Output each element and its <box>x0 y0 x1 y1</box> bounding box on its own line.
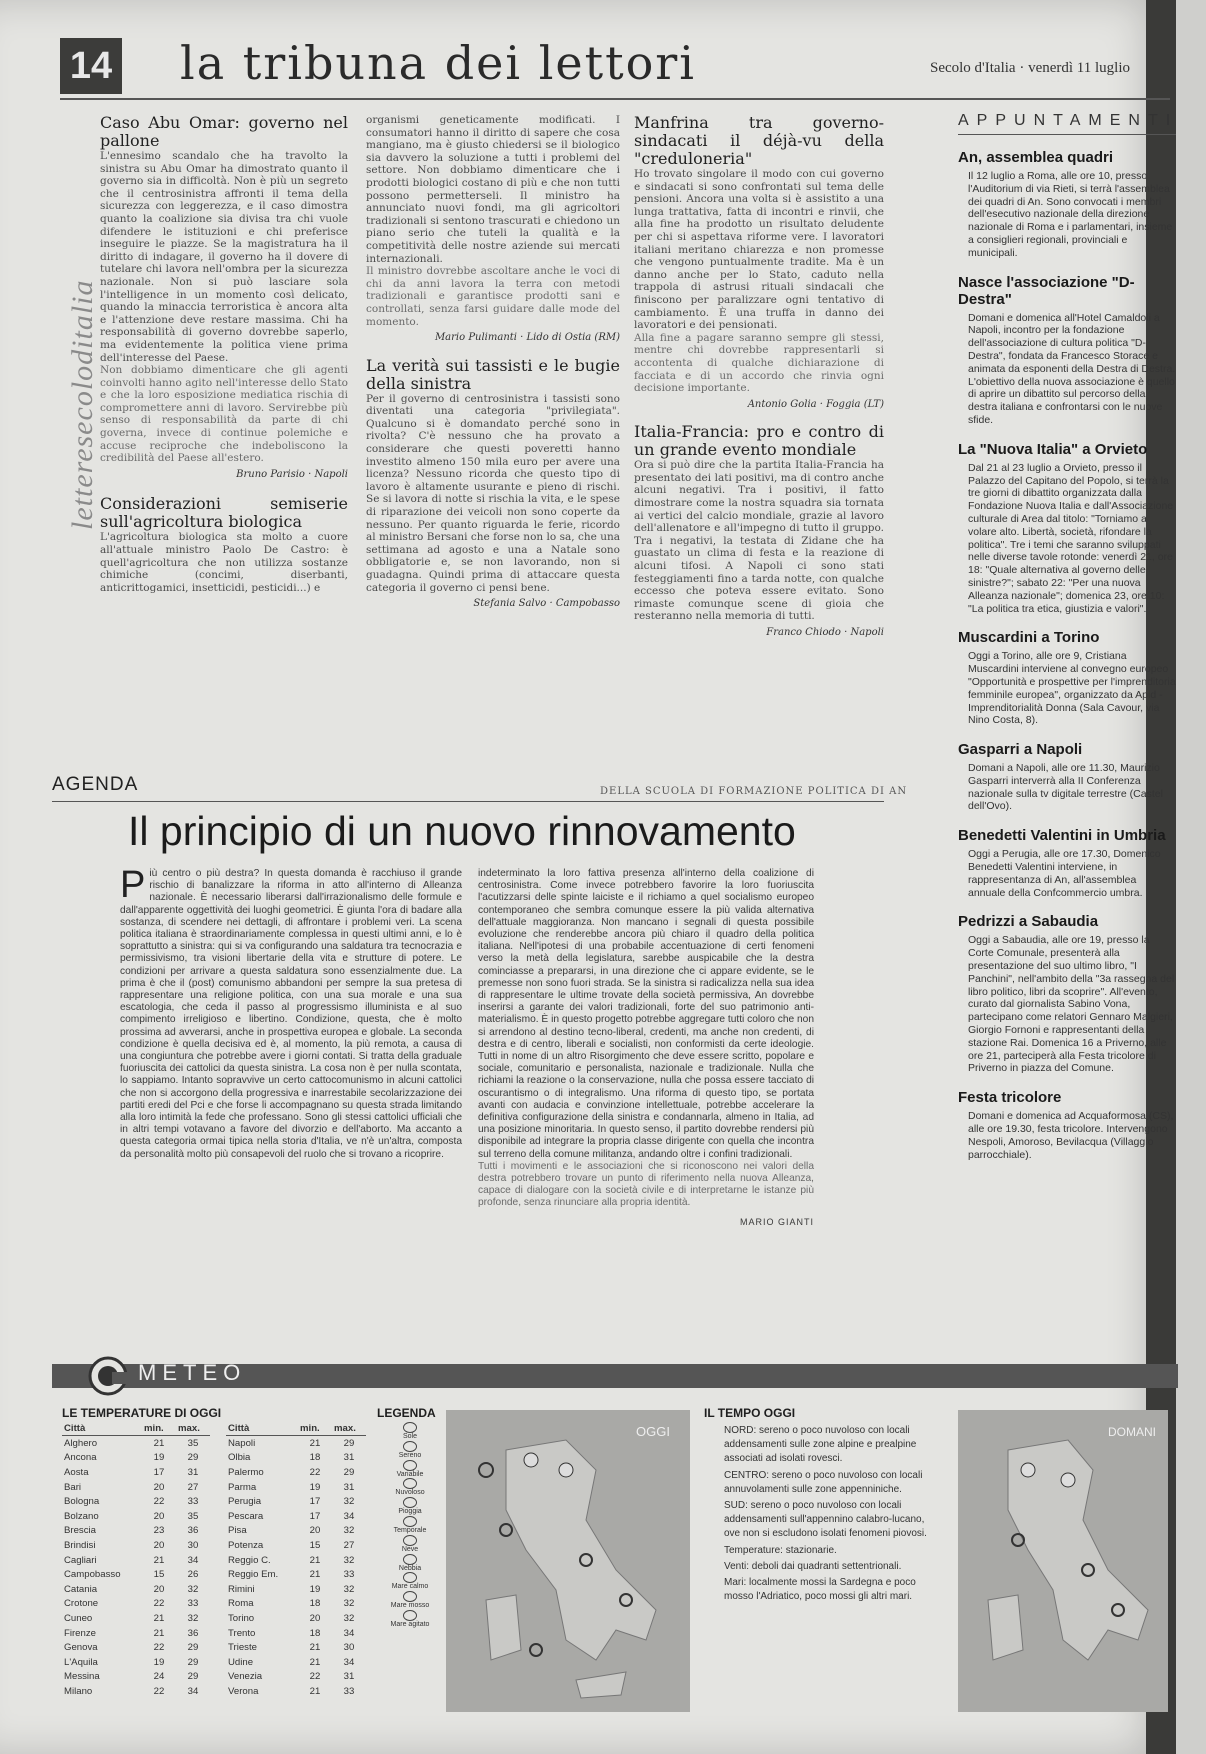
legend-item <box>382 1478 438 1497</box>
temperature-min: 17 <box>309 1510 321 1522</box>
weather-symbol-icon <box>403 1441 417 1452</box>
weather-legend <box>382 1422 438 1629</box>
temperature-row <box>62 1494 210 1509</box>
event-item <box>958 441 1176 616</box>
temperature-min: 15 <box>153 1569 165 1581</box>
temperature-max: 32 <box>343 1612 355 1624</box>
temperature-min: 22 <box>153 1496 165 1508</box>
temperature-min: 21 <box>309 1569 321 1581</box>
temperature-min: 20 <box>153 1583 165 1595</box>
legend-item <box>382 1591 438 1610</box>
event-text: Oggi a Torino, alle ore 9, Cristiana Muscardini interviene al convegno europeo "Opportunità e prospettive per l'imprenditoria femminile europea", organizzato da Apid - Imprenditorialità Donna (Sala Cavour, via Nino Costa, 8). <box>968 650 1176 727</box>
temperature-row <box>62 1451 210 1466</box>
letter-signature: Mario Pulimanti · Lido di Ostia (RM) <box>434 332 620 344</box>
temperature-city: Alghero <box>64 1437 98 1449</box>
temperature-city: L'Aquila <box>64 1656 98 1668</box>
forecast-line: Mari: localmente mossi la Sardegna e poco mosso l'Adriatico, poco mossi gli altri mari. <box>724 1577 916 1603</box>
temperature-min: 22 <box>309 1671 321 1683</box>
temperature-row <box>62 1597 210 1612</box>
temperature-row <box>62 1480 210 1495</box>
legend-label: Nuvoloso <box>395 1489 425 1497</box>
temperature-max: 32 <box>187 1612 199 1624</box>
letter-body-filler: Il ministro dovrebbe ascoltare anche le voci di chi da anni lavora la terra con metodi tradizionali e garantisce prodotti sani e controllati, senza farsi guidare dalle mode del momento. <box>366 265 620 328</box>
letter-body-continued: Non dobbiamo dimenticare che gli agenti coinvolti hanno agito nell'interesse dello Stato e che la loro esposizione mediatica rischia di compromettere anni di lavoro. Servirebbe più senso di responsabilità da parte di chi governa, invece di continue polemiche e accuse reciproche che indeboliscono la credibilità del Paese all'estero. <box>100 364 348 465</box>
temperature-max: 34 <box>343 1656 355 1668</box>
temperature-min: 21 <box>309 1656 321 1668</box>
temperature-min: 19 <box>309 1481 321 1493</box>
temperature-row <box>226 1582 366 1597</box>
vertical-section-label: letteresecoloditalia <box>66 279 99 530</box>
temperature-min: 18 <box>309 1627 321 1639</box>
temperature-city: Aosta <box>64 1466 89 1478</box>
temperature-min: 21 <box>153 1627 165 1639</box>
agenda-body: iù centro o più destra? In questa domanda è racchiuso il grande rischio di banalizzare la riforma in atto all'interno di Alleanza nazionale. È necessario liberarsi dall'irrazionalismo delle formule e dall'apparente oggettività dei luoghi geometrici. È giunta l'ora di badare alla sostanza, di scendere nei dettagli, di affrontare i problemi veri. La scena politica italiana è straordinariamente complessa in questi ultimi anni, e lo è soprattutto a sinistra: qui si va configurando una saldatura tra tecnocrazia e permissivismo, tra visioni libertarie della vita e strutture di potere. Le condizioni per arrivare a questa saldatura sono essenzialmente due. La prima è che il (post) comunismo abbandoni per sempre la sua pretesa di rappresentare una religione politica, con una sua morale e una sua escatologia, che ceda il passo al progressismo illuminista e al suo compimento irreligioso e libertino. Condizione, questa, che è molto prossima ad avverarsi, anche in prospettiva europea e globale. La seconda condizione è quella decisiva ed è, al momento, la più remota, a causa di una congiuntura che potrebbe avere i giorni contati. Si tratta della graduale fuoriuscita dei cattolici da questa sinistra. La cosa non è per nulla scontata, lo sappiamo. Intanto sopravvive un certo cattocomunismo in alcuni cattolici che non si accorgono della progressiva e inarrestabile secolarizzazione dei partiti eredi del Pci e che forse li accompagnano su questa strada limitando alla loro intimità la fede che professano. Sono gli stessi cattolici ufficiali che in altri tempi votavano a favore del divorzio e dell'aborto. Ma accanto a questa categoria ormai tipica nella storia d'Italia, ve n'è un'altra, composta da personalità molto più consapevoli del ruolo che si trovano a ricoprire. <box>120 868 462 1160</box>
legend-item <box>382 1497 438 1516</box>
letter-body: Ho trovato singolare il modo con cui governo e sindacati si sono confrontati sul tema delle pensioni. Ancora una volta si è assistito a una lunga trattativa, fatta di incontri e rinvii, che alla fine ha prodotto un risultato deludente per chi si aspettava riforme vere. I lavoratori italiani meritano chiarezza e non promesse che vengono puntualmente tradite. Ma è un danno anche per lo Stato, caduto nella trappola di astrusi rituali sindacali che finiscono per paralizzare ogni tentativo di cambiamento. È una truffa in danno dei lavoratori e dei pensionati. <box>634 168 884 332</box>
temperature-row <box>226 1538 366 1553</box>
temperature-city: Firenze <box>64 1627 96 1639</box>
temperature-row <box>62 1465 210 1480</box>
letter-body: L'agricoltura biologica sta molto a cuore all'attuale ministro Paolo De Castro: è quell'agricoltura che non utilizza sostanze chimiche (concimi, diserbanti, anticrittogamici, insetticidi, pesticidi...) e <box>100 531 348 594</box>
temperature-row <box>62 1611 210 1626</box>
temperature-row <box>226 1509 366 1524</box>
temperature-max: 33 <box>187 1598 199 1610</box>
legend-item <box>382 1535 438 1554</box>
agenda-tag: DELLA SCUOLA DI FORMAZIONE POLITICA DI AN <box>600 786 908 797</box>
temperature-max: 36 <box>187 1627 199 1639</box>
weather-symbol-icon <box>403 1591 417 1602</box>
temperature-max: 29 <box>187 1452 199 1464</box>
temperature-city: Reggio Em. <box>228 1569 279 1581</box>
letters-column-3 <box>634 114 884 640</box>
forecast-line: SUD: sereno o poco nuvoloso con locali addensamenti sull'appennino calabro-lucano, ove non si escludono isolati fenomeni piovosi. <box>724 1500 927 1540</box>
map-label-today: OGGI <box>636 1424 670 1439</box>
legend-label: Sereno <box>398 1451 422 1459</box>
temperatures-title: LE TEMPERATURE DI OGGI <box>62 1406 222 1420</box>
temperature-row <box>62 1655 210 1670</box>
event-text: Domani e domenica all'Hotel Camaldoli a Napoli, incontro per la fondazione dell'associazione di cultura politica "D-Destra", fondata da Francesco Storace e animata da esponenti della Destra di Destra. L'obiettivo della nuova associazione è quello di aprire un dibattito sul percorso della destra italiana e confrontarsi con le nuove sfide. <box>968 311 1176 426</box>
temperature-row <box>226 1436 366 1451</box>
temperature-min: 23 <box>153 1525 165 1537</box>
legend-label: Mare calmo <box>391 1583 429 1591</box>
temperature-city: Trento <box>228 1627 256 1639</box>
temperature-row <box>226 1684 366 1699</box>
temperature-min: 22 <box>153 1642 165 1654</box>
agenda-body: indeterminato la loro fattiva presenza all'interno della coalizione di centrosinistra. Come invece potrebbero favorire la loro fuoriuscita l'acutizzarsi delle spinte laiciste e il richiamo a quel socialismo europeo contemporaneo che sembra comunque essere la più valida alternativa dell'attuale maggioranza. Non mancano i segnali di questa possibile evoluzione che renderebbe ancora più chiaro il quadro della politica italiana. Nell'ipotesi di una probabile accentuazione di certi fenomeni verso la metà della legislatura, sarebbe auspicabile che la destra cominciasse a prepararsi, in una direzione che ci appare evidente, se le premesse non sono fuori strada. Se la sinistra si radicalizza nella sua idea di rappresentare le ultime trovate della società permissiva, An dovrebbe inserirsi a garante dei valori tradizionali, forte del suo patrimonio anti-materialismo. È in questo progetto potrebbe aggregare tutti coloro che non si arrendono al destino tecno-liberal, credenti, ma anche non credenti, di destra e di centro, liberali e socialisti, non conformisti da certe ideologie. Tutti in nome di un altro Risorgimento che deve essere scritto, popolare e sociale, comunitario e personalista, nazionale e tradizionale. Nulla che richiami la reazione o la conservazione, nulla che possa essere tacciato di oscurantismo o di integralismo. Una riforma di questo tipo, se portata avanti con audacia e convinzione intellettuale, potrebbe accelerare la definitiva configurazione della sinistra e condannarla, almeno in Italia, ad una posizione minoritaria. In questo senso, il partito dovrebbe rendersi più disponibile ad integrare la propria classe dirigente con quella che incontra sul terreno della comune militanza, andando oltre i confini tradizionali. <box>478 868 814 1160</box>
legend-label: Neve <box>401 1545 419 1553</box>
sun-cloud-icon <box>82 1352 138 1400</box>
temperature-city: Rimini <box>228 1583 255 1595</box>
event-title: Pedrizzi a Sabaudia <box>958 913 1099 931</box>
temperature-min: 22 <box>153 1598 165 1610</box>
weather-symbol-icon <box>403 1554 417 1565</box>
temperature-row <box>62 1509 210 1524</box>
event-text: Dal 21 al 23 luglio a Orvieto, presso il Palazzo del Capitano del Popolo, si terrà la tre giorni di dibattito organizzata dalla Fondazione Nuova Italia e dall'Associazione culturale di Area dal titolo: "Torniamo a volare alto. Libertà, società, rifondare la politica". Tre i temi che saranno sviluppati nelle diverse tavole rotonde: venerdì 21, ore 18: "Quale alternativa al governo delle sinistre?"; sabato 22: "Per una nuova Alleanza nazionale"; domenica 23, ore 10: "La politica tra etica, giustizia e valori". <box>968 461 1174 615</box>
col-city: Città <box>62 1422 142 1436</box>
temperature-city: Brindisi <box>64 1539 96 1551</box>
temperature-min: 20 <box>153 1510 165 1522</box>
weather-map-today <box>446 1410 690 1712</box>
legend-label: Nebbia <box>398 1564 422 1572</box>
letters-column-2 <box>366 114 620 611</box>
temperature-min: 19 <box>153 1656 165 1668</box>
legend-item <box>382 1554 438 1573</box>
temperature-max: 32 <box>343 1496 355 1508</box>
event-text: Oggi a Sabaudia, alle ore 19, presso la Corte Comunale, presenterà alla presentazione del suo ultimo libro, "I Panchini", nell'ambito della "3a rassegna del libro politico, libri da scoprire". All'evento, curato dal giornalista Sabino Vona, partecipano come relatori Gennaro Malgieri, Giorgio Fornoni e rappresentanti della stazione Rai. Domenica 16 a Priverno, alle ore 21, parteciperà alla Festa tricolore di Priverno in piazza del Comune. <box>968 934 1175 1075</box>
temperature-row <box>62 1436 210 1451</box>
temperature-row <box>62 1567 210 1582</box>
weather-symbol-icon <box>403 1535 417 1546</box>
page-number: 14 <box>60 38 122 94</box>
temperature-city: Olbia <box>228 1452 251 1464</box>
letter-title: Italia-Francia: pro e contro di un grande evento mondiale <box>634 422 884 460</box>
letter-signature: Bruno Parisio · Napoli <box>236 468 348 480</box>
temperature-max: 35 <box>187 1437 199 1449</box>
weather-today-title: IL TEMPO OGGI <box>704 1406 796 1420</box>
agenda-column-1 <box>120 864 462 1161</box>
temperature-city: Bari <box>64 1481 82 1493</box>
temperature-max: 32 <box>343 1583 355 1595</box>
event-title: An, assemblea quadri <box>958 149 1114 166</box>
col-max: max. <box>176 1422 210 1436</box>
legend-label: Mare mosso <box>390 1602 430 1610</box>
event-item <box>958 149 1176 260</box>
agenda-body-filler: Tutti i movimenti e le associazioni che si riconoscono nei valori della destra potrebbero trovare un punto di riferimento nella nuova Alleanza, capace di dialogare con la società civile e di interpretarne le istanze più profonde, senza rinunciare alla propria identità. <box>478 1160 814 1209</box>
temperature-max: 31 <box>187 1466 199 1478</box>
temperature-max: 32 <box>343 1554 355 1566</box>
temperature-min: 22 <box>153 1685 165 1697</box>
legend-item <box>382 1422 438 1441</box>
col-min: min. <box>142 1422 176 1436</box>
italy-map-tomorrow <box>958 1410 1168 1712</box>
temperature-row <box>62 1670 210 1685</box>
legend-label: Mare agitato <box>390 1620 430 1628</box>
section-title: la tribuna dei lettori <box>180 36 696 90</box>
letter-title: La verità sui tassisti e le bugie della sinistra <box>366 355 620 393</box>
event-title: La "Nuova Italia" a Orvieto <box>958 440 1148 458</box>
temperature-max: 31 <box>343 1452 355 1464</box>
legend-label: Sole <box>402 1433 417 1440</box>
temperature-row <box>62 1524 210 1539</box>
temperature-min: 21 <box>153 1554 165 1566</box>
temperature-row <box>62 1582 210 1597</box>
temperature-max: 30 <box>343 1642 355 1654</box>
weather-symbol-icon <box>403 1422 417 1433</box>
drop-cap: P <box>120 864 146 906</box>
temperature-row <box>226 1480 366 1495</box>
temperatures-table-left <box>62 1422 210 1699</box>
event-title: Festa tricolore <box>958 1089 1062 1107</box>
event-text: Il 12 luglio a Roma, alle ore 10, presso l'Auditorium di via Rieti, si terrà l'assemblea dei quadri di An. Sono convocati i membri dell'esecutivo nazionale della direzione nazionale di Roma e i parlamentari, insieme a consiglieri regionali, provinciali e municipali. <box>968 170 1173 259</box>
temperature-max: 34 <box>187 1554 199 1566</box>
temperature-max: 32 <box>187 1583 199 1595</box>
temperature-city: Bolzano <box>64 1510 99 1522</box>
temperature-max: 29 <box>187 1642 199 1654</box>
legend-label: Variabile <box>396 1470 424 1478</box>
weather-symbol-icon <box>403 1516 417 1527</box>
agenda-headline: Il principio di un nuovo rinnovamento <box>128 808 796 854</box>
letter-title: Caso Abu Omar: governo nel pallone <box>100 113 348 150</box>
temperature-min: 18 <box>309 1452 321 1464</box>
temperature-city: Pisa <box>228 1525 247 1537</box>
event-item <box>958 913 1176 1075</box>
temperature-city: Crotone <box>64 1598 99 1610</box>
temperature-min: 21 <box>153 1612 165 1624</box>
letter-title: Considerazioni semiserie sull'agricoltura biologica <box>100 494 348 532</box>
event-text: Domani a Napoli, alle ore 11.30, Maurizio Gasparri interverrà alla II Conferenza nazionale sulla tv digitale terrestre (Castel dell'Ovo). <box>968 762 1163 813</box>
temperature-min: 22 <box>309 1466 321 1478</box>
letters-column-1 <box>100 114 348 594</box>
forecast-line: NORD: sereno o poco nuvoloso con locali addensamenti sulle zone alpine e prealpine associati ad isolati rovesci. <box>724 1425 917 1465</box>
temperature-max: 29 <box>343 1437 355 1449</box>
legend-label: Pioggia <box>398 1508 422 1516</box>
sidebar-heading: APPUNTAMENTI <box>958 112 1176 135</box>
temperature-max: 31 <box>343 1671 355 1683</box>
temperature-min: 15 <box>309 1539 321 1551</box>
temperature-city: Campobasso <box>64 1569 121 1581</box>
temperature-city: Ancona <box>64 1452 97 1464</box>
temperature-city: Milano <box>64 1685 93 1697</box>
col-min: min. <box>298 1422 332 1436</box>
temperature-min: 20 <box>309 1525 321 1537</box>
temperature-row <box>226 1597 366 1612</box>
agenda-signature: MARIO GIANTI <box>739 1216 814 1227</box>
temperature-row <box>62 1538 210 1553</box>
publication-dateline: Secolo d'Italia · venerdì 11 luglio <box>929 60 1130 76</box>
temperature-row <box>226 1670 366 1685</box>
temperature-min: 21 <box>309 1642 321 1654</box>
event-item <box>958 741 1176 813</box>
temperature-city: Genova <box>64 1642 98 1654</box>
letter-body: Per il governo di centrosinistra i tassisti sono diventati una categoria "privilegiata". Qualcuno si è domandato perché sono in rivolta? C'è nessuno che ha provato a considerare che questi poveretti hanno investito almeno 150 mila euro per avere una licenza? Nessuno ricorda che questo tipo di lavoro è altamente usurante e pieno di rischi. Se si lavora di notte si rischia la vita, e le spese di riparazione dei veicoli non sono coperte da nessuno. Per quanto riguarda le ferie, ricordo al ministro Bersani che forse non lo sa, che una settimana ad agosto e una a Natale sono obbligatorie e, se non lavorando, non si guadagna. Quindi prima di attaccare questa categoria il governo ci pensi bene. <box>366 392 620 594</box>
temperature-row <box>62 1684 210 1699</box>
temperature-max: 35 <box>187 1510 199 1522</box>
temperature-city: Napoli <box>228 1437 256 1449</box>
temperature-max: 30 <box>187 1539 199 1551</box>
temperature-max: 33 <box>187 1496 199 1508</box>
temperature-city: Torino <box>228 1612 255 1624</box>
event-title: Muscardini a Torino <box>958 629 1100 647</box>
temperature-city: Roma <box>228 1598 254 1610</box>
temperature-city: Catania <box>64 1583 98 1595</box>
temperature-city: Parma <box>228 1481 257 1493</box>
temperature-city: Bologna <box>64 1496 100 1508</box>
weather-symbol-icon <box>403 1610 417 1621</box>
temperature-row <box>226 1655 366 1670</box>
col-max: max. <box>332 1422 366 1436</box>
page-header <box>60 30 1170 100</box>
temperature-city: Verona <box>228 1685 259 1697</box>
forecast-line: CENTRO: sereno o poco nuvoloso con locali annuvolamenti sulle zone appenniniche. <box>724 1469 923 1495</box>
temperature-max: 32 <box>343 1598 355 1610</box>
temperature-min: 21 <box>153 1437 165 1449</box>
agenda-label: AGENDA <box>52 774 139 795</box>
temperature-row <box>226 1451 366 1466</box>
temperature-city: Reggio C. <box>228 1554 271 1566</box>
temperature-row <box>226 1626 366 1641</box>
temperature-row <box>226 1524 366 1539</box>
legend-item <box>382 1460 438 1479</box>
temperature-min: 17 <box>153 1466 165 1478</box>
italy-map-today <box>446 1410 690 1712</box>
temperature-row <box>226 1553 366 1568</box>
agenda-column-2 <box>478 868 814 1228</box>
temperature-max: 32 <box>343 1525 355 1537</box>
event-text: Domani e domenica ad Acquaformosa (CS), alle ore 19.30, festa tricolore. Intervengono Nespoli, Amoroso, Bevilacqua (Villaggio parrocchiale). <box>968 1110 1174 1161</box>
letter-signature: Stefania Salvo · Campobasso <box>473 598 620 610</box>
temperature-row <box>226 1567 366 1582</box>
col-city: Città <box>226 1422 298 1436</box>
event-item <box>958 274 1176 427</box>
temperature-min: 18 <box>309 1598 321 1610</box>
letter-body: L'ennesimo scandalo che ha travolto la sinistra su Abu Omar ha dimostrato quanto il governo sia in difficoltà. Non è più un segreto che il centrosinistra affronti il tema della sicurezza con leggerezza, e il caso dimostra quanto la coalizione sia divisa tra chi vuole difendere le istituzioni e chi preferisce inseguire le piazze. Se la magistratura ha il diritto di indagare, il governo ha il dovere di tutelare chi lavora nell'ombra per la sicurezza nazionale. Non si può lasciare sola l'intelligence in un momento così delicato, quando la minaccia terroristica è ancora alta e l'attenzione deve restare massima. Chi ha responsabilità di governo dovrebbe saperlo, ma evidentemente la politica viene prima dell'interesse del Paese. <box>100 150 348 364</box>
temperature-max: 33 <box>343 1569 355 1581</box>
temperature-min: 20 <box>153 1539 165 1551</box>
temperature-city: Cagliari <box>64 1554 97 1566</box>
letter-signature: Antonio Golia · Foggia (LT) <box>747 398 884 410</box>
temperature-city: Messina <box>64 1671 100 1683</box>
event-item <box>958 1089 1176 1161</box>
weather-symbol-icon <box>403 1460 417 1471</box>
temperature-row <box>226 1611 366 1626</box>
weather-forecast-text <box>724 1424 930 1606</box>
weather-symbol-icon <box>403 1497 417 1508</box>
temperature-min: 21 <box>309 1554 321 1566</box>
letter-body-filler: Alla fine a pagare saranno sempre gli stessi, mentre chi dovrebbe rappresentarli si accontenta di qualche dichiarazione di facciata e di un accordo che rinvia ogni decisione importante. <box>634 331 884 395</box>
temperature-row <box>226 1494 366 1509</box>
temperature-max: 34 <box>187 1685 199 1697</box>
event-title: Gasparri a Napoli <box>958 741 1083 759</box>
temperature-max: 29 <box>187 1656 199 1668</box>
event-title: Benedetti Valentini in Umbria <box>958 827 1166 845</box>
legend-item <box>382 1441 438 1460</box>
temperature-min: 24 <box>153 1671 165 1683</box>
letter-body-continued: organismi geneticamente modificati. I consumatori hanno il diritto di sapere che cosa mangiano, ma è giusto chiedersi se il biologico sia davvero la soluzione a tutti i problemi del settore. Non dobbiamo dimenticare che i prodotti biologici costano di più e che non tutti possono permetterseli. Il ministro ha annunciato nuovi fondi, ma gli agricoltori tradizionali si sentono trascurati e chiedono un piano serio che tuteli la qualità e la competitività delle nostre aziende sui mercati internazionali. <box>366 114 620 265</box>
temperature-row <box>226 1465 366 1480</box>
temperature-min: 21 <box>309 1685 321 1697</box>
event-item <box>958 629 1176 727</box>
map-label-tomorrow: DOMANI <box>1108 1425 1156 1439</box>
temperature-row <box>62 1626 210 1641</box>
weather-symbol-icon <box>403 1478 417 1489</box>
temperature-city: Venezia <box>228 1671 263 1683</box>
temperature-min: 19 <box>153 1452 165 1464</box>
meteo-title: METEO <box>138 1360 247 1385</box>
temperature-city: Potenza <box>228 1539 264 1551</box>
temperature-max: 27 <box>343 1539 355 1551</box>
appointments-sidebar <box>958 112 1179 1175</box>
temperature-max: 29 <box>187 1671 199 1683</box>
temperature-city: Perugia <box>228 1496 262 1508</box>
temperature-max: 33 <box>343 1685 355 1697</box>
letter-body: Ora si può dire che la partita Italia-Francia ha presentato dei lati positivi, ma di contro anche alcuni negativi. Tra i positivi, il fatto dimostrare come la nostra squadra sia tornata ai vertici del calcio mondiale, grazie al lavoro dell'allenatore e all'impegno di tutto il gruppo. Tra i negativi, la testata di Zidane che ha guastato un clima di festa e la reazione di alcuni tifosi. A Napoli ci sono stati festeggiamenti fino a tarda notte, con qualche eccesso che poteva essere evitato. Sono rimaste comunque scene di gioia che resteranno nella memoria di tutti. <box>634 459 884 623</box>
legend-item <box>382 1516 438 1535</box>
legend-label: Temporale <box>393 1526 427 1534</box>
temperature-max: 27 <box>187 1481 199 1493</box>
legend-item <box>382 1610 438 1629</box>
temperatures-table-right <box>226 1422 366 1699</box>
letter-signature: Franco Chiodo · Napoli <box>766 627 884 638</box>
weather-symbol-icon <box>403 1572 417 1583</box>
event-item <box>958 827 1176 899</box>
weather-map-tomorrow <box>958 1410 1168 1712</box>
temperature-max: 34 <box>343 1627 355 1639</box>
temperature-min: 17 <box>309 1496 321 1508</box>
forecast-line: Temperature: stazionarie. <box>724 1544 837 1556</box>
temperature-min: 20 <box>153 1481 165 1493</box>
event-text: Oggi a Perugia, alle ore 17.30, Domenico Benedetti Valentini interviene, in rappresentanza di An, all'assemblea annuale della Confcommercio umbra. <box>968 848 1161 899</box>
temperature-max: 29 <box>343 1466 355 1478</box>
letter-title: Manfrina tra governo-sindacati il déjà-vu della "creduloneria" <box>634 113 884 168</box>
temperature-max: 34 <box>343 1510 355 1522</box>
legend-item <box>382 1572 438 1591</box>
temperature-city: Pescara <box>228 1510 264 1522</box>
temperature-city: Cuneo <box>64 1612 93 1624</box>
temperature-city: Palermo <box>228 1466 264 1478</box>
temperature-min: 20 <box>309 1612 321 1624</box>
forecast-line: Venti: deboli dai quadranti settentrionali. <box>724 1560 902 1572</box>
temperature-city: Trieste <box>228 1642 257 1654</box>
temperature-city: Brescia <box>64 1525 96 1537</box>
temperature-max: 36 <box>187 1525 199 1537</box>
legend-title: LEGENDA <box>377 1406 436 1420</box>
temperature-row <box>62 1640 210 1655</box>
temperature-city: Udine <box>228 1656 254 1668</box>
temperature-max: 26 <box>187 1569 199 1581</box>
event-title: Nasce l'associazione "D-Destra" <box>958 273 1135 308</box>
temperature-min: 21 <box>309 1437 321 1449</box>
temperature-min: 19 <box>309 1583 321 1595</box>
temperature-max: 31 <box>343 1481 355 1493</box>
temperature-row <box>226 1640 366 1655</box>
agenda-rule <box>52 801 884 802</box>
temperature-row <box>62 1553 210 1568</box>
